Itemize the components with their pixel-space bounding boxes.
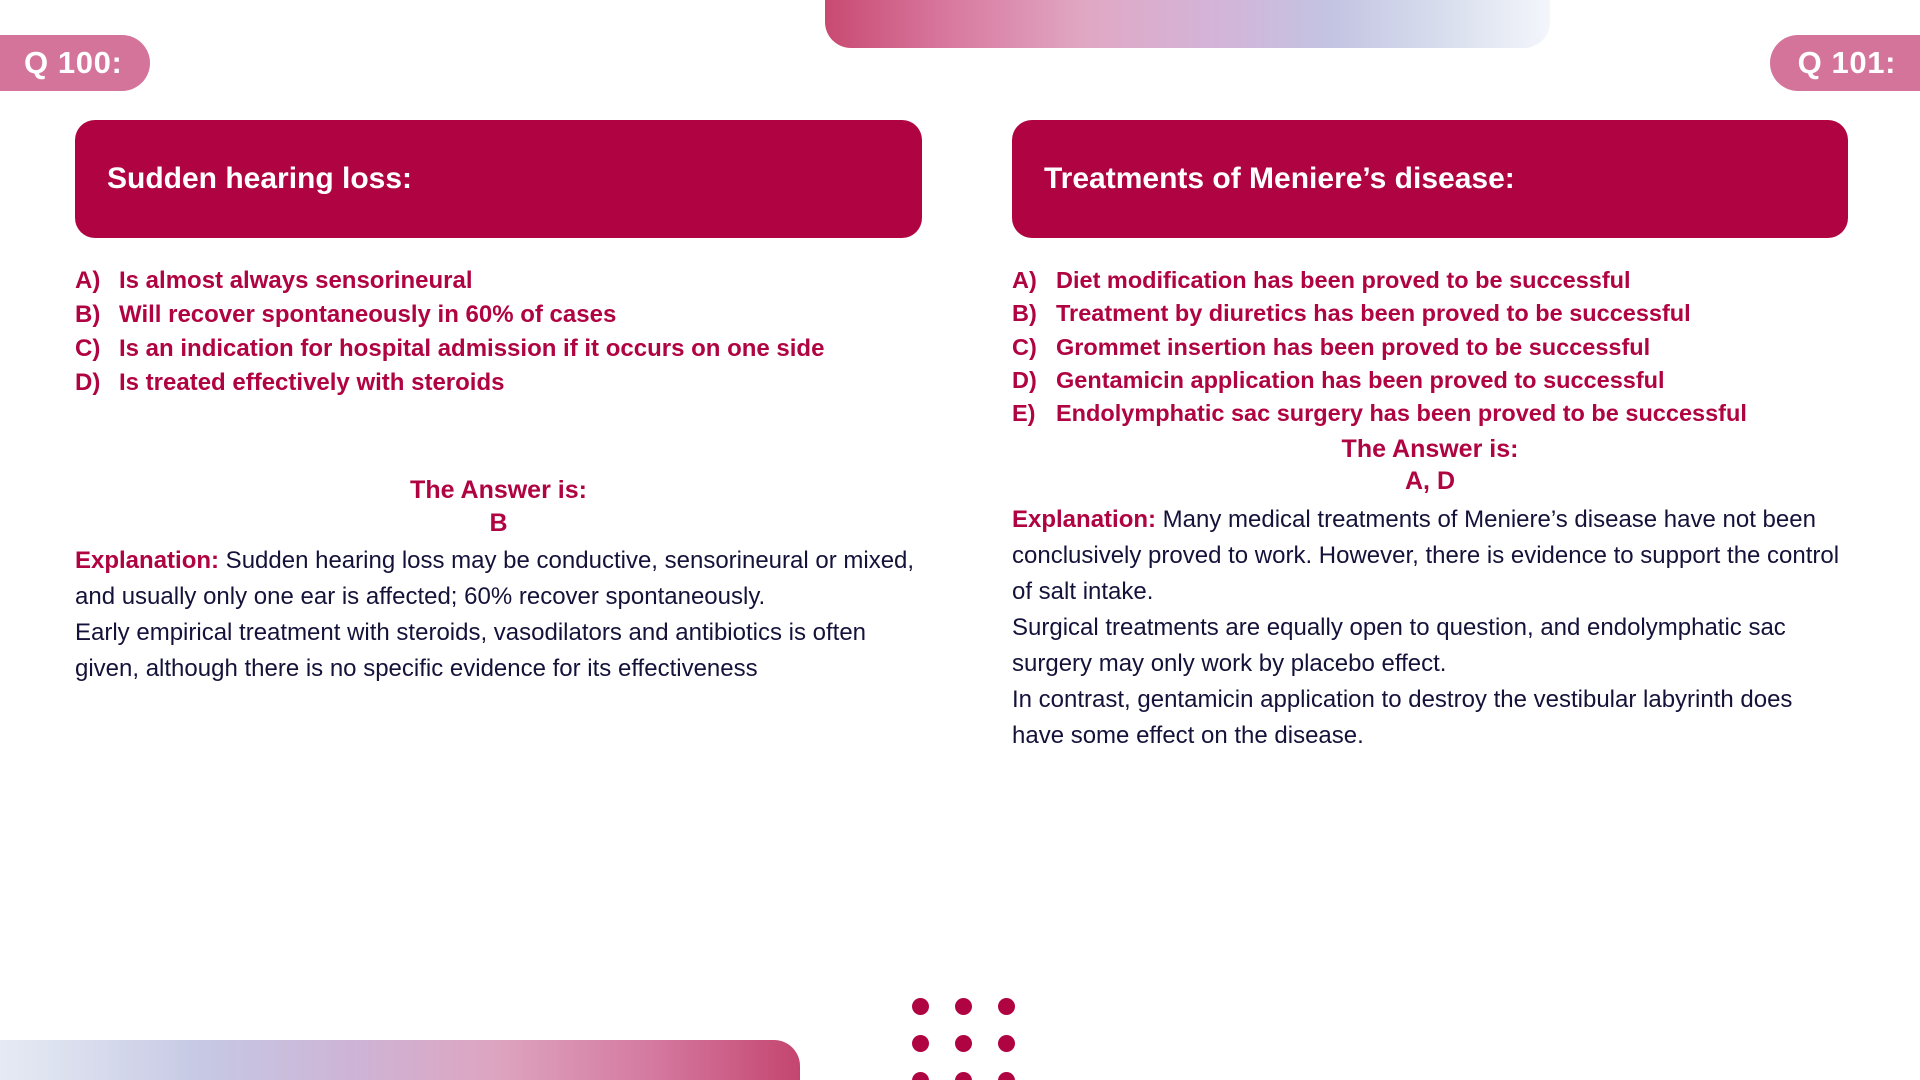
decorative-dot-grid (912, 998, 1041, 1080)
question-title-right: Treatments of Meniere’s disease: (1044, 162, 1515, 195)
option-item[interactable] (75, 332, 922, 366)
explanation-paragraph: Early empirical treatment with steroids, vasodilators and antibiotics is often given, although there is no specific evidence for its effectiveness (75, 619, 867, 683)
option-item[interactable] (1012, 397, 1848, 430)
explanation-paragraph (75, 543, 922, 615)
question-badge-left-label: Q 100: (24, 45, 123, 80)
explanation-left (75, 543, 922, 687)
explanation-text: Many medical treatments of Meniere’s disease have not been conclusively proved to work. However, there is evidence to support the control of salt intake. (1012, 505, 1840, 605)
option-item[interactable] (75, 298, 922, 332)
option-item[interactable] (1012, 331, 1848, 364)
option-label: Treatment by diuretics has been proved to be successful (1056, 300, 1691, 327)
dot (912, 1072, 929, 1080)
dot (998, 998, 1015, 1015)
dot (998, 1072, 1015, 1080)
question-title-left: Sudden hearing loss: (107, 162, 413, 195)
answer-block-left (75, 474, 922, 539)
option-label: Is an indication for hospital admission if it occurs on one side (119, 335, 825, 363)
option-item[interactable] (1012, 364, 1848, 397)
answer-value: A, D (1405, 467, 1455, 496)
explanation-text: Sudden hearing loss may be conductive, sensorineural or mixed, and usually only one ear is affected; 60% recover spontaneously. (75, 547, 915, 611)
option-marker: D) (1012, 367, 1037, 394)
options-list-right (1012, 264, 1848, 431)
answer-block-right (1012, 433, 1848, 498)
option-label: Is treated effectively with steroids (119, 369, 505, 397)
dot (912, 1035, 929, 1052)
option-item[interactable] (75, 366, 922, 400)
explanation-label: Explanation: (75, 547, 220, 575)
option-marker: A) (75, 267, 101, 294)
option-label: Is almost always sensorineural (119, 267, 473, 294)
answer-value: B (489, 508, 508, 537)
option-label: Endolymphatic sac surgery has been proved to be successful (1056, 400, 1747, 427)
option-label: Gentamicin application has been proved to successful (1056, 367, 1665, 394)
explanation-paragraph: Surgical treatments are equally open to question, and endolymphatic sac surgery may only work by placebo effect. (1012, 613, 1786, 677)
option-label: Diet modification has been proved to be successful (1056, 267, 1631, 293)
option-marker: A) (1012, 267, 1037, 293)
option-item[interactable] (1012, 297, 1848, 330)
option-marker: E) (1012, 400, 1036, 427)
options-list-left (75, 264, 922, 400)
option-marker: B) (1012, 300, 1037, 327)
option-item[interactable] (75, 264, 922, 298)
explanation-right (1012, 502, 1848, 754)
option-label: Will recover spontaneously in 60% of cases (119, 301, 617, 329)
option-item[interactable] (1012, 264, 1848, 297)
explanation-paragraph: In contrast, gentamicin application to destroy the vestibular labyrinth does have some effect on the disease. (1012, 685, 1793, 749)
dot (955, 1072, 972, 1080)
question-badge-right-label: Q 101: (1797, 45, 1896, 80)
dot (912, 998, 929, 1015)
answer-label: The Answer is: (410, 476, 587, 505)
option-label: Grommet insertion has been proved to be successful (1056, 333, 1651, 360)
option-marker: D) (75, 369, 101, 397)
explanation-paragraph (1012, 502, 1848, 610)
explanation-label: Explanation: (1012, 505, 1157, 533)
dot (955, 998, 972, 1015)
dot (955, 1035, 972, 1052)
dot (998, 1035, 1015, 1052)
option-marker: B) (75, 301, 101, 329)
option-marker: C) (1012, 333, 1037, 360)
question-title-bar-left (75, 120, 922, 238)
question-title-bar-right (1012, 120, 1848, 238)
option-marker: C) (75, 335, 101, 363)
question-column-right (960, 0, 1920, 1080)
answer-label: The Answer is: (1341, 434, 1519, 463)
